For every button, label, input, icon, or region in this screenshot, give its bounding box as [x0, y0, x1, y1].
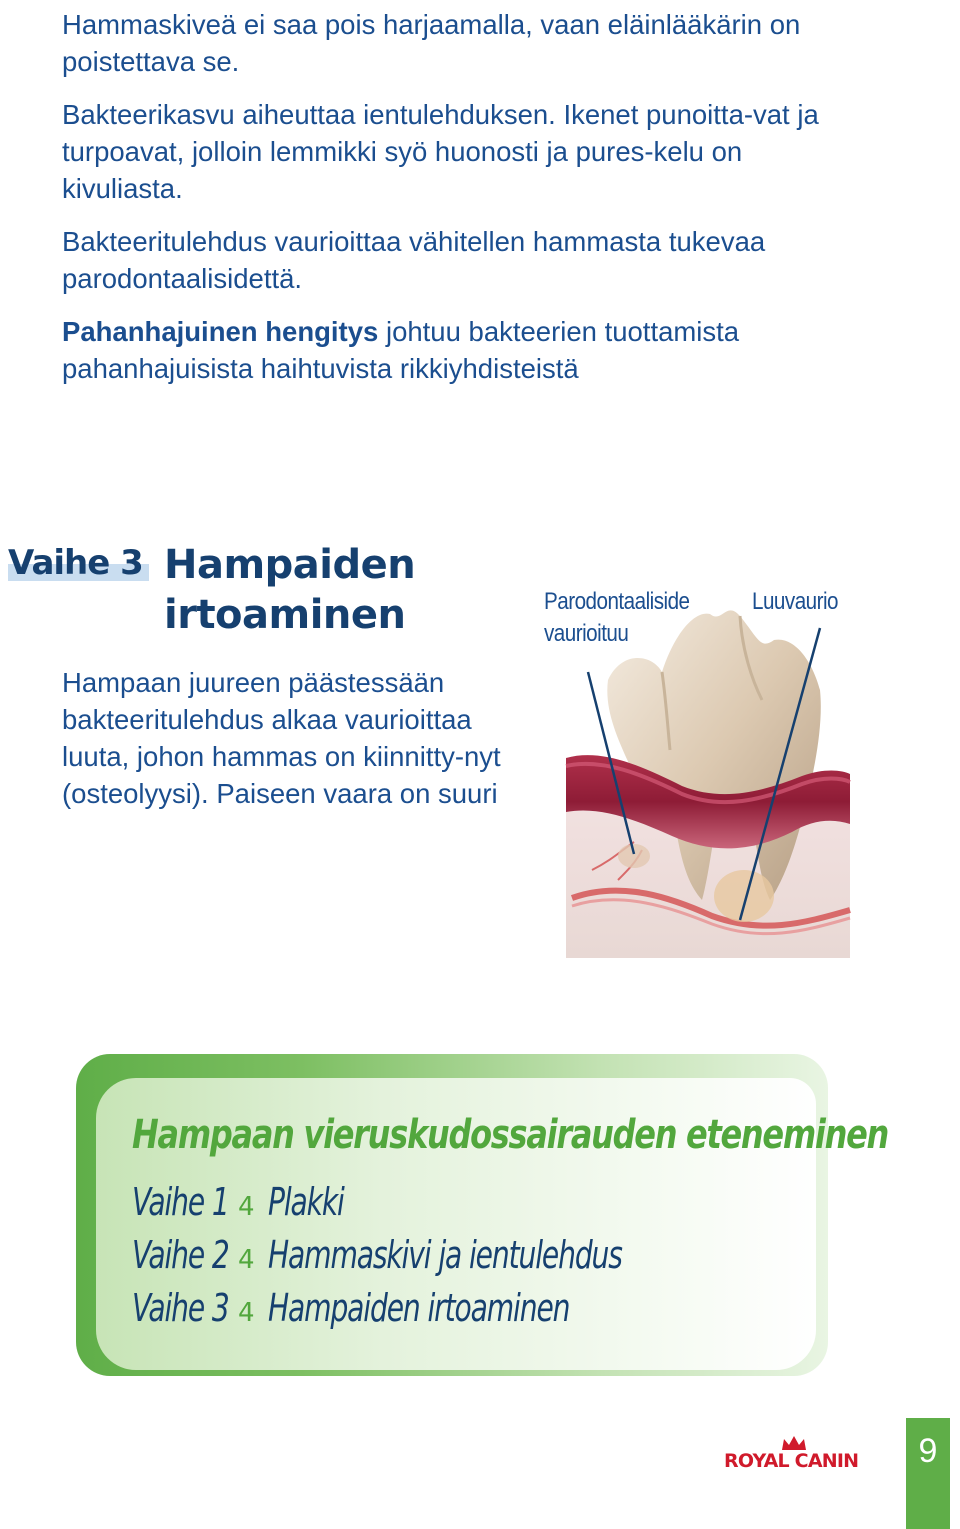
stage-description: Hammaskivi ja ientulehdus — [268, 1233, 622, 1277]
bad-breath-explanation: johtuu bakteerien tuottamista pahanhajuisista haihtuvista rikkiyhdisteistä — [62, 316, 740, 384]
stage-description: Hampaiden irtoaminen — [268, 1286, 570, 1330]
arrow-icon: 4 — [238, 1245, 255, 1275]
step-badge: Vaihe 3 — [8, 543, 149, 581]
stage-name: Vaihe 2 — [132, 1233, 229, 1277]
page-number: 9 — [918, 1432, 938, 1470]
logo-wordmark: ROYAL CANIN — [724, 1450, 859, 1472]
step-description: Hampaan juureen päästessään bakteeritulehdus alkaa vaurioittaa luuta, johon hammas on kiinnitty-nyt (osteolyysi). Paiseen vaara on suuri — [62, 667, 501, 809]
bad-breath-term: Pahanhajuinen hengitys — [62, 316, 379, 347]
stage-description: Plakki — [268, 1180, 344, 1224]
paragraph-bad-breath — [62, 313, 862, 387]
figure-label-ligament-line-1: Parodontaaliside — [544, 588, 690, 615]
step-title-line-1: Hampaiden — [164, 542, 416, 588]
step-title-line-2: irtoaminen — [164, 592, 406, 638]
stage-name: Vaihe 3 — [132, 1286, 229, 1330]
arrow-icon: 4 — [238, 1298, 255, 1328]
paragraph-gingivitis: Bakteerikasvu aiheuttaa ientulehduksen. Ikenet punoitta-vat ja turpoavat, jolloin lemmikki syö huonosti ja pures-kelu on kivuliasta. — [62, 99, 819, 204]
summary-box-title: Hampaan vieruskudossairauden eteneminen — [132, 1112, 889, 1158]
figure-label-bone-damage: Luuvaurio — [752, 588, 839, 615]
paragraph-tartar: Hammaskiveä ei saa pois harjaamalla, vaan eläinlääkärin on poistettava se. — [62, 9, 801, 77]
step-title — [164, 540, 504, 640]
stage-name: Vaihe 1 — [132, 1180, 229, 1224]
paragraph-periodontal-ligament: Bakteeritulehdus vaurioittaa vähitellen hammasta tukevaa parodontaalisidettä. — [62, 226, 766, 294]
royal-canin-logo — [724, 1434, 859, 1474]
figure-label-ligament-line-2: vaurioituu — [544, 620, 629, 647]
tooth-illustration — [562, 580, 854, 960]
arrow-icon: 4 — [238, 1192, 255, 1222]
